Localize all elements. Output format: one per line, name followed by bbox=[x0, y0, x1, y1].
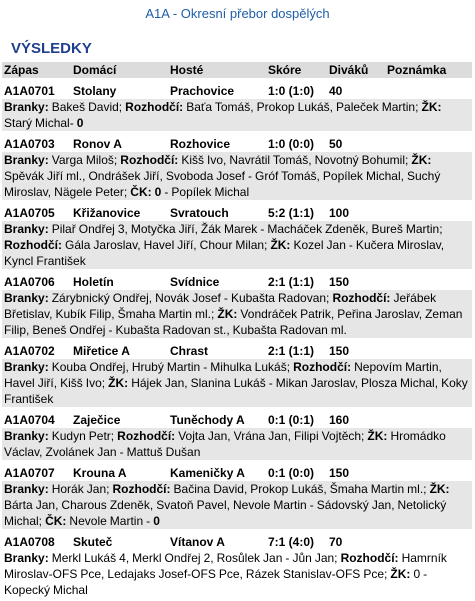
branky-value: Merkl Lukáš 4, Merkl Ondřej 2, Rosůlek Jan - Jůn Jan; bbox=[48, 551, 338, 565]
match-row bbox=[2, 274, 472, 290]
match-row bbox=[2, 205, 472, 221]
home-team: Ronov A bbox=[73, 137, 122, 151]
away-team: Svratouch bbox=[170, 206, 229, 220]
spectators: 40 bbox=[329, 84, 343, 98]
ck-zero: 0 bbox=[154, 185, 162, 199]
score: 0:1 (0:0) bbox=[268, 466, 315, 480]
rozhodci-label: Rozhodčí: bbox=[340, 551, 399, 565]
match-row bbox=[2, 343, 472, 359]
match-detail bbox=[2, 99, 472, 131]
zk-value: Vondráček Patrik, Peřina Jaroslav, Zeman Filip, Beneš Ondřej - Kubašta Radovan st., Kubašta Radovan ml. bbox=[4, 307, 463, 337]
note bbox=[387, 274, 472, 290]
zk-value: Spěvák Jiří ml., Ondrášek Jiří, Svoboda Josef - Gróf Tomáš, Popílek Michal, Suchý Miroslav, Nägele Peter; bbox=[4, 169, 441, 199]
header-poznamka: Poznámka bbox=[387, 63, 447, 77]
zk-value: Bárta Jan, Charous Zdeněk, Svatoň Pavel, Nevole Martin - Sádovský Jan, Netolický Michal; bbox=[4, 498, 447, 528]
away-team: Svídnice bbox=[170, 275, 220, 289]
match-detail bbox=[2, 359, 472, 407]
home-team: Miřetice A bbox=[73, 344, 130, 358]
zk-label: ŽK: bbox=[217, 307, 238, 321]
home-team: Skuteč bbox=[73, 535, 113, 549]
note bbox=[387, 412, 472, 428]
branky-label: Branky: bbox=[4, 551, 49, 565]
match-row-group bbox=[2, 412, 472, 460]
match-row-group bbox=[2, 465, 472, 529]
match-row bbox=[2, 534, 472, 550]
spectators: 70 bbox=[329, 535, 343, 549]
branky-label: Branky: bbox=[4, 291, 49, 305]
match-id: A1A0708 bbox=[4, 535, 55, 549]
note bbox=[387, 205, 472, 221]
header-hoste: Hosté bbox=[170, 63, 204, 77]
match-id: A1A0705 bbox=[4, 206, 55, 220]
branky-value: Varga Miloš; bbox=[48, 153, 118, 167]
match-row bbox=[2, 136, 472, 152]
note bbox=[387, 465, 472, 481]
rozhodci-value: Baťa Tomáš, Prokop Lukáš, Paleček Martin; bbox=[183, 100, 419, 114]
branky-value: Pilař Ondřej 3, Motyčka Jiří, Žák Marek - Macháček Zdeněk, Bureš Martin; bbox=[48, 222, 443, 236]
score: 1:0 (0:0) bbox=[268, 137, 315, 151]
branky-value: Bakeš David; bbox=[48, 100, 123, 114]
branky-label: Branky: bbox=[4, 222, 49, 236]
zk-zero: 0 bbox=[76, 116, 84, 130]
away-team: Prachovice bbox=[170, 84, 235, 98]
score: 2:1 (1:1) bbox=[268, 344, 315, 358]
rozhodci-value: Gála Jaroslav, Havel Jiří, Chour Milan; bbox=[62, 238, 268, 252]
spectators: 100 bbox=[329, 206, 350, 220]
rozhodci-label: Rozhodčí: bbox=[4, 238, 62, 252]
ck-label: ČK: bbox=[45, 514, 67, 528]
match-detail bbox=[2, 152, 472, 200]
match-row-group bbox=[2, 534, 472, 598]
match-row-group bbox=[2, 136, 472, 200]
zk-label: ŽK: bbox=[367, 429, 388, 443]
zk-label: ŽK: bbox=[411, 153, 432, 167]
rozhodci-label: Rozhodčí: bbox=[125, 100, 184, 114]
rozhodci-value: Kišš Ivo, Navrátil Tomáš, Novotný Bohumil; bbox=[178, 153, 409, 167]
away-team: Tuněchody A bbox=[170, 413, 245, 427]
rozhodci-label: Rozhodčí: bbox=[332, 291, 391, 305]
home-team: Zaječice bbox=[73, 413, 121, 427]
note bbox=[387, 136, 472, 152]
match-detail bbox=[2, 428, 472, 460]
rozhodci-label: Rozhodčí: bbox=[117, 429, 176, 443]
match-id: A1A0702 bbox=[4, 344, 55, 358]
ck-value: Nevole Martin - bbox=[66, 514, 151, 528]
zk-value: Hromádko Václav, Zvolánek Jan - Mattuš Dušan bbox=[4, 429, 446, 459]
match-id: A1A0707 bbox=[4, 466, 55, 480]
match-row bbox=[2, 465, 472, 481]
match-detail bbox=[2, 290, 472, 338]
section-heading: VÝSLEDKY bbox=[11, 40, 92, 57]
home-team: Stolany bbox=[73, 84, 117, 98]
zk-value: Starý Michal- bbox=[4, 116, 74, 130]
match-id: A1A0703 bbox=[4, 137, 55, 151]
rozhodci-value: Hamrník Miroslav-OFS Pce, Ledajaks Josef-OFS Pce, Rázek Stanislav-OFS Pce; bbox=[4, 551, 447, 581]
score: 1:0 (1:0) bbox=[268, 84, 315, 98]
away-team: Vítanov A bbox=[170, 535, 225, 549]
spectators: 160 bbox=[329, 413, 350, 427]
home-team: Křižanovice bbox=[73, 206, 141, 220]
match-id: A1A0704 bbox=[4, 413, 55, 427]
ck-zero: 0 bbox=[153, 514, 160, 528]
note bbox=[387, 83, 472, 99]
note bbox=[387, 343, 472, 359]
rozhodci-label: Rozhodčí: bbox=[112, 482, 171, 496]
ck-value: - Popílek Michal bbox=[161, 185, 250, 199]
zk-label: ŽK: bbox=[390, 567, 411, 581]
spectators: 150 bbox=[329, 275, 350, 289]
ck-label: ČK: bbox=[130, 185, 152, 199]
rozhodci-value: Jeřábek Břetislav, Kubík Filip, Šmaha Martin ml.; bbox=[4, 291, 437, 321]
branky-label: Branky: bbox=[4, 100, 49, 114]
branky-value: Horák Jan; bbox=[48, 482, 110, 496]
score: 0:1 (0:1) bbox=[268, 413, 315, 427]
branky-label: Branky: bbox=[4, 360, 49, 374]
branky-value: Kudyn Petr; bbox=[48, 429, 115, 443]
spectators: 150 bbox=[329, 466, 350, 480]
spectators: 150 bbox=[329, 344, 350, 358]
match-detail bbox=[2, 481, 472, 529]
match-detail bbox=[2, 550, 472, 598]
match-row-group bbox=[2, 205, 472, 269]
away-team: Chrast bbox=[170, 344, 209, 358]
note bbox=[387, 534, 472, 550]
home-team: Krouna A bbox=[73, 466, 127, 480]
zk-value: Hájek Jan, Slanina Lukáš - Mikan Jaroslav, Plosza Michal, Koky František bbox=[4, 376, 468, 406]
branky-label: Branky: bbox=[4, 429, 49, 443]
away-team: Kameničky A bbox=[170, 466, 245, 480]
match-row-group bbox=[2, 274, 472, 338]
away-team: Rozhovice bbox=[170, 137, 231, 151]
rozhodci-value: Nepovím Martin, Havel Jiří, Kišš Ivo; bbox=[4, 360, 442, 390]
branky-label: Branky: bbox=[4, 153, 49, 167]
match-row-group bbox=[2, 343, 472, 407]
rozhodci-value: Vojta Jan, Vrána Jan, Filipi Vojtěch; bbox=[175, 429, 365, 443]
match-row bbox=[2, 412, 472, 428]
zk-label: ŽK: bbox=[429, 482, 450, 496]
zk-value: 0 - Kopecký Michal bbox=[4, 567, 428, 597]
rozhodci-label: Rozhodčí: bbox=[293, 360, 352, 374]
zk-label: ŽK: bbox=[108, 376, 129, 390]
score: 5:2 (1:1) bbox=[268, 206, 315, 220]
table-header bbox=[2, 62, 472, 78]
results-table bbox=[2, 62, 472, 598]
page-title: A1A - Okresní přebor dospělých bbox=[145, 6, 330, 21]
zk-value: Kozel Jan - Kučera Miroslav, Kyncl František bbox=[4, 238, 445, 268]
branky-value: Kouba Ondřej, Hrubý Martin - Mihulka Lukáš; bbox=[48, 360, 291, 374]
match-id: A1A0706 bbox=[4, 275, 55, 289]
rozhodci-value: Bačina David, Prokop Lukáš, Šmaha Martin ml.; bbox=[170, 482, 427, 496]
match-row-group bbox=[2, 83, 472, 131]
branky-value: Zárybnický Ondřej, Novák Josef - Kubašta Radovan; bbox=[48, 291, 330, 305]
header-divaku: Diváků bbox=[329, 63, 369, 77]
match-detail bbox=[2, 221, 472, 269]
match-row bbox=[2, 83, 472, 99]
zk-label: ŽK: bbox=[421, 100, 442, 114]
zk-label: ŽK: bbox=[270, 238, 291, 252]
branky-label: Branky: bbox=[4, 482, 49, 496]
header-zapas: Zápas bbox=[4, 63, 39, 77]
header-skore: Skóre bbox=[268, 63, 302, 77]
spectators: 50 bbox=[329, 137, 343, 151]
header-domaci: Domácí bbox=[73, 63, 117, 77]
score: 7:1 (4:0) bbox=[268, 535, 315, 549]
score: 2:1 (1:1) bbox=[268, 275, 315, 289]
home-team: Holetín bbox=[73, 275, 114, 289]
rozhodci-label: Rozhodčí: bbox=[120, 153, 179, 167]
match-id: A1A0701 bbox=[4, 84, 55, 98]
